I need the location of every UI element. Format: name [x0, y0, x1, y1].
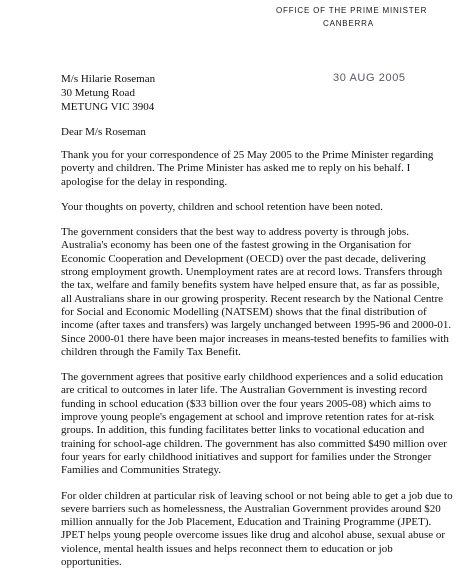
- date-stamp: 30 AUG 2005: [333, 72, 406, 84]
- recipient-street: 30 Metung Road: [61, 87, 135, 99]
- office-city: CANBERRA: [323, 19, 374, 28]
- recipient-address: [61, 72, 155, 114]
- salutation: Dear M/s Roseman: [61, 126, 146, 138]
- recipient-name: M/s Hilarie Roseman: [61, 73, 156, 85]
- paragraph-thanks: Thank you for your correspondence of 25 May 2005 to the Prime Minister regarding poverty and children. The Prime Minister has asked me to reply on his behalf. I apologise for the delay in responding.: [61, 149, 434, 188]
- letter-body: [61, 149, 453, 581]
- paragraph-jobs: The government considers that the best way to address poverty is through jobs. Australia's economy has been one of the fastest growing in the Organisation for Economic Cooperation and Development (OECD) over the past decade, delivering strong employment growth. Unemployment rates are at record lows. Transfers through the tax, welfare and family benefits system have helped ensure that, as far as possible, all Australians share in our growing prosperity. Recent research by the National Centre for Social and Economic Modelling (NATSEM) shows that the final distribution of income (after taxes and transfers) was largely unchanged between 1995-96 and 2000-01. Since 2000-01 there have been major increases in means-tested benefits to families with children through the Family Tax Benefit.: [61, 226, 452, 358]
- paragraph-noted: Your thoughts on poverty, children and school retention have been noted.: [61, 200, 383, 213]
- letterhead: [276, 4, 446, 30]
- office-name: OFFICE OF THE PRIME MINISTER: [276, 6, 428, 15]
- paragraph-jpet: For older children at particular risk of leaving school or not being able to get a job due to severe barriers such as homelessness, the Australian Government provides around $20 million annually for the Job Placement, Education and Training Programme (JPET). JPET helps young people overcome issues like drug and alcohol abuse, sexual abuse or violence, mental health issues and helps reconnect them to education or job opportunities.: [61, 489, 453, 569]
- paragraph-education: The government agrees that positive early childhood experiences and a solid education are critical to outcomes in later life. The Australian Government is investing record funding in school education ($33 billion over the four years 2005-08) which aims to improve young people's engagement at school and improve retention rates for at-risk groups. In addition, this funding facilitates better links to vocational education and training for school-age children. The government has also committed $490 million over four years for early childhood initiatives and support for families under the Stronger Families and Communities Strategy.: [61, 371, 447, 477]
- recipient-locality: METUNG VIC 3904: [61, 101, 155, 113]
